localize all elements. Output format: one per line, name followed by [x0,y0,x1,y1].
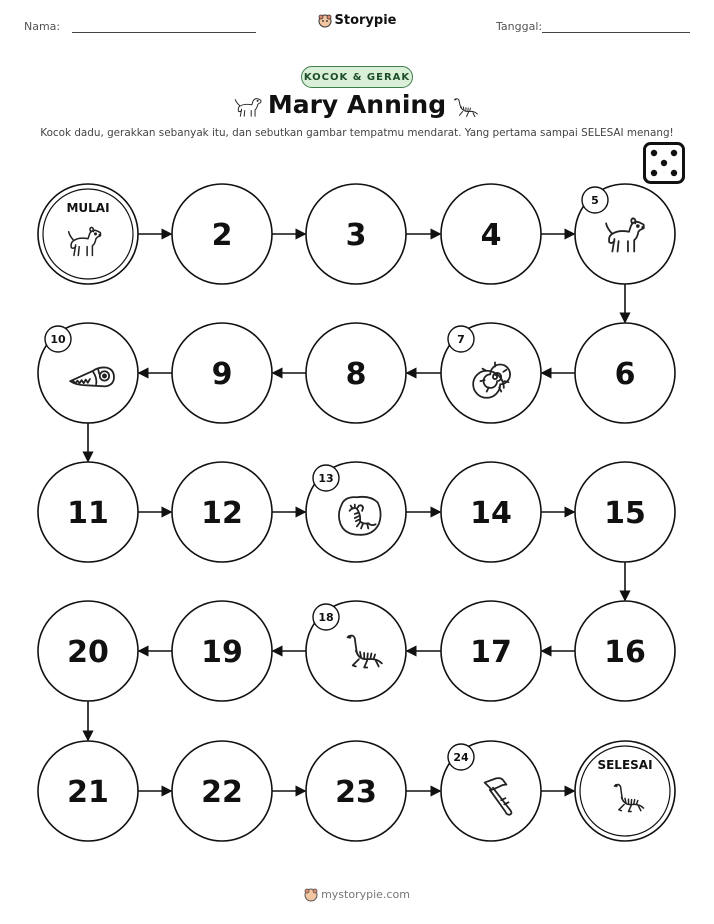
board-cell[interactable] [38,741,138,841]
board-cell[interactable] [306,741,406,841]
board-cell[interactable] [575,601,675,701]
finish-label: SELESAI [597,758,653,772]
cell-badge-number: 7 [457,333,465,346]
cell-number: 20 [67,635,109,670]
footer-logo-icon [304,888,318,902]
brand-name: Storypie [334,13,397,28]
board-cell[interactable] [172,184,272,284]
page-title: Mary Anning [267,90,447,119]
start-label: MULAI [66,201,110,215]
board-cell[interactable] [306,462,406,562]
board-cell[interactable] [38,462,138,562]
cell-badge-number: 18 [318,611,334,624]
board-cell[interactable] [441,462,541,562]
activity-tag: KOCOK & GERAK [301,66,413,88]
cell-number: 23 [335,775,377,810]
board-cell[interactable] [575,323,675,423]
board-cell[interactable] [306,323,406,423]
cell-number: 3 [345,218,367,253]
cell-number: 12 [201,496,243,531]
board-cell[interactable] [575,462,675,562]
cell-number: 14 [470,496,512,531]
name-label: Nama: [24,20,61,33]
cell-badge-number: 24 [453,751,469,764]
footer [0,888,714,902]
board-cell[interactable] [441,184,541,284]
cell-badge-number: 5 [591,194,599,207]
board-cell[interactable] [172,462,272,562]
cell-number: 4 [480,218,502,253]
cell-number: 16 [604,635,646,670]
cell-number: 9 [211,357,233,392]
cell-number: 15 [604,496,646,531]
board-cell[interactable] [38,184,138,284]
board-cell[interactable] [306,184,406,284]
board-cell[interactable] [38,601,138,701]
cell-number: 21 [67,775,109,810]
cell-number: 11 [67,496,109,531]
board-cell[interactable] [172,323,272,423]
cell-badge-number: 10 [50,333,66,346]
footer-url: mystorypie.com [321,888,410,901]
board-cell[interactable] [172,741,272,841]
board-cell[interactable] [172,601,272,701]
board-cell[interactable] [575,741,675,841]
board-cell[interactable] [575,184,675,284]
board-cell[interactable] [441,601,541,701]
instructions: Kocok dadu, gerakkan sebanyak itu, dan sebutkan gambar tempatmu mendarat. Yang pertama sampai SELESAI menang! [40,127,674,139]
date-label: Tanggal: [496,20,543,33]
cell-number: 2 [211,218,233,253]
cell-number: 19 [201,635,243,670]
cell-number: 8 [345,357,367,392]
cell-number: 6 [614,357,636,392]
cell-number: 22 [201,775,243,810]
cell-number: 17 [470,635,512,670]
cell-badge-number: 13 [318,472,334,485]
